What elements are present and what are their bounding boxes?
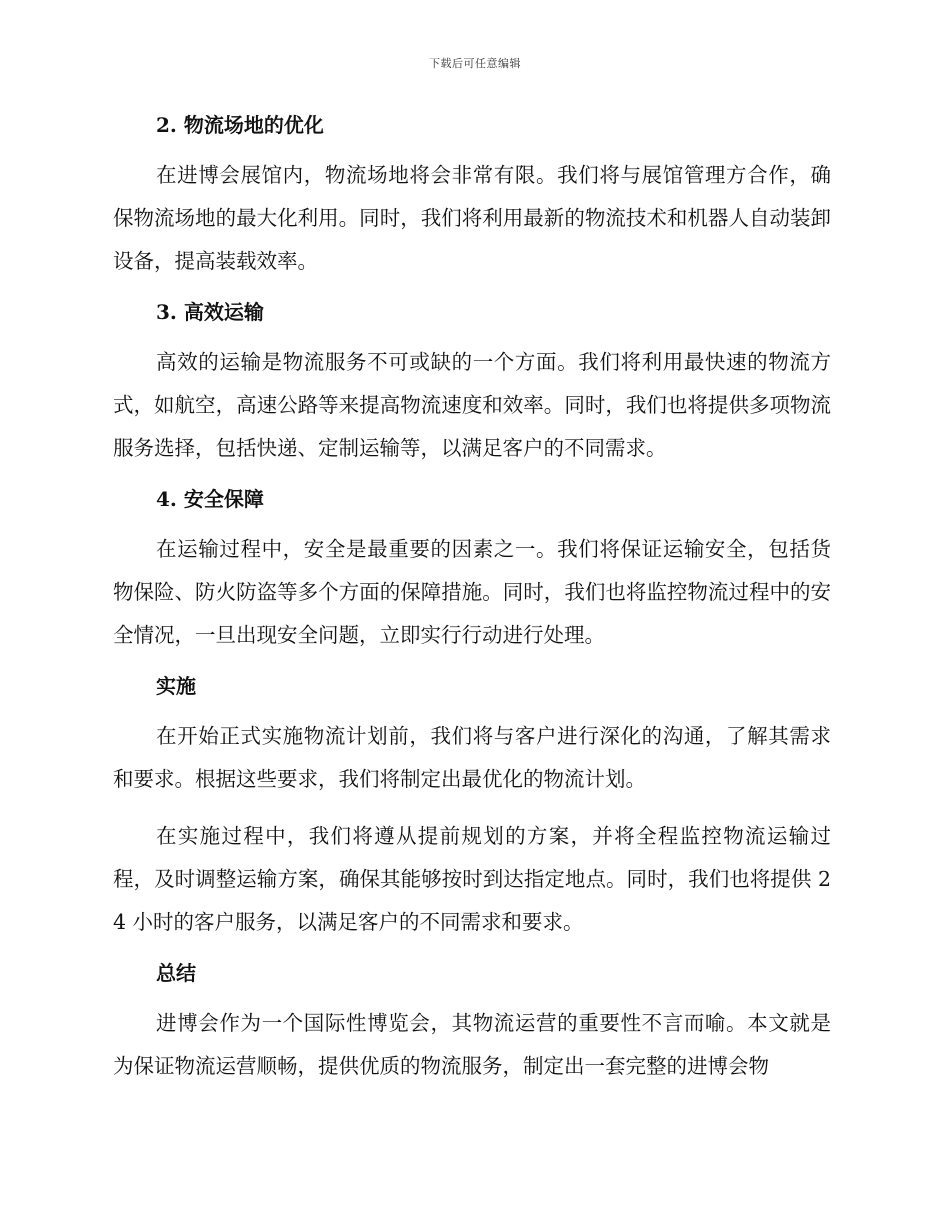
paragraph: 在开始正式实施物流计划前，我们将与客户进行深化的沟通，了解其需求和要求。根据这些要求，我们将制定出最优化的物流计划。	[113, 724, 831, 791]
paragraph: 高效的运输是物流服务不可或缺的一个方面。我们将利用最快速的物流方式，如航空，高速公路等来提高物流速度和效率。同时，我们也将提供多项物流服务选择，包括快递、定制运输等，以满足客户的不同需求。	[113, 350, 831, 460]
section-heading: 4. 安全保障	[156, 487, 264, 511]
paragraph: 在实施过程中，我们将遵从提前规划的方案，并将全程监控物流运输过程，及时调整运输方案，确保其能够按时到达指定地点。同时，我们也将提供 24 小时的客户服务，以满足客户的不同需求和要求。	[113, 824, 831, 934]
section-logistics-site	[113, 110, 831, 283]
paragraph: 在进博会展馆内，物流场地将会非常有限。我们将与展馆管理方合作，确保物流场地的最大化利用。同时，我们将利用最新的物流技术和机器人自动装卸设备，提高装载效率。	[113, 163, 831, 273]
section-heading: 2. 物流场地的优化	[156, 113, 324, 137]
section-heading: 3. 高效运输	[156, 300, 264, 324]
document-body	[113, 110, 831, 1088]
paragraph: 进博会作为一个国际性博览会，其物流运营的重要性不言而喻。本文就是为保证物流运营顺畅，提供优质的物流服务，制定出一套完整的进博会物	[113, 1011, 831, 1078]
page-header-note: 下载后可任意编辑	[429, 57, 521, 70]
section-summary	[113, 958, 831, 1088]
paragraph: 在运输过程中，安全是最重要的因素之一。我们将保证运输安全，包括货物保险、防火防盗等多个方面的保障措施。同时，我们也将监控物流过程中的安全情况，一旦出现安全问题，立即实行行动进行处理。	[113, 537, 831, 647]
section-efficient-transport	[113, 297, 831, 470]
section-heading: 总结	[156, 961, 196, 985]
section-implementation	[113, 671, 831, 944]
section-safety	[113, 484, 831, 657]
section-heading: 实施	[156, 674, 196, 698]
